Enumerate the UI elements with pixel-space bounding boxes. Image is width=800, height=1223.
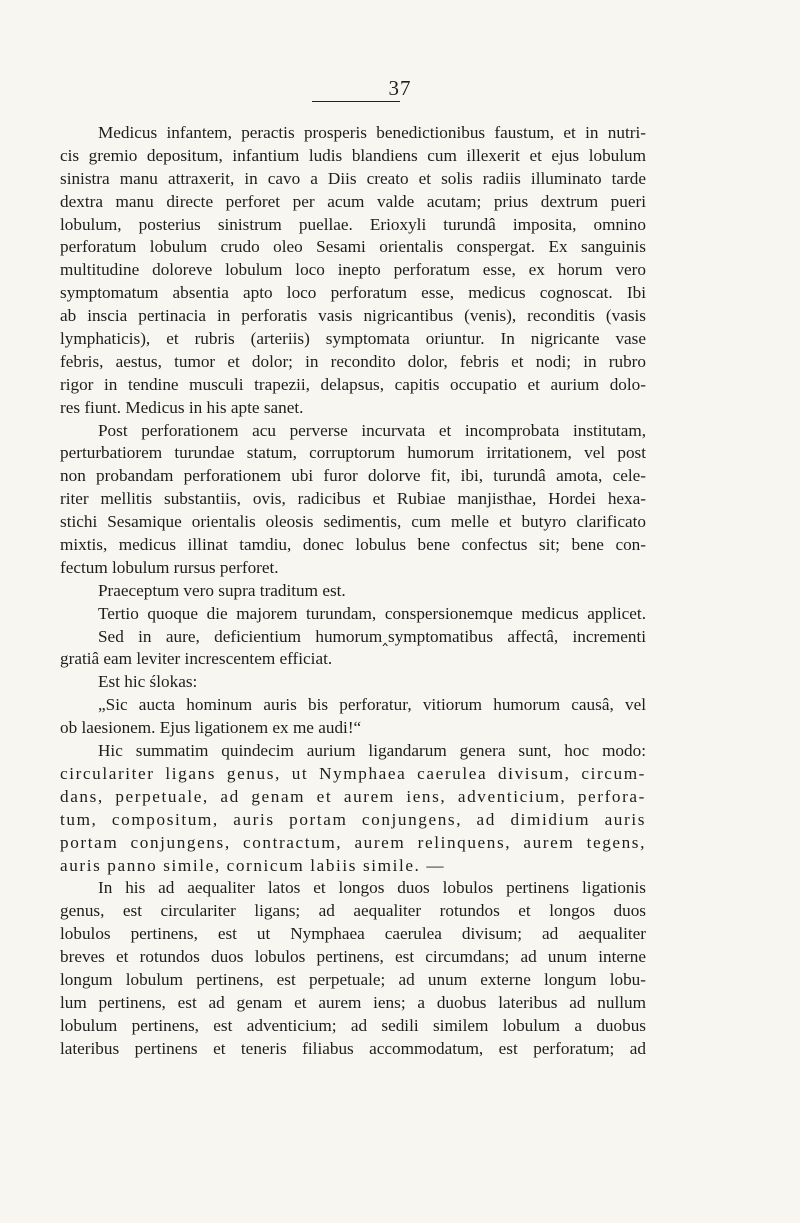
text-line: breves et rotundos duos lobulos pertinens, est circumdans; ad unum interne (60, 947, 646, 967)
text-line: tum, compositum, auris portam conjungens, ad dimidium auris (60, 809, 646, 829)
text-line: perforatum lobulum crudo oleo Sesami orientalis conspergat. Ex sanguinis (60, 237, 646, 257)
text-line: genus, est circulariter ligans; ad aequaliter rotundos et longos duos (60, 901, 646, 921)
text-line: ob laesionem. Ejus ligationem ex me audi!“ (60, 718, 362, 738)
text-line: dextra manu directe perforet per acum valde acutam; prius dextrum pueri (60, 191, 646, 211)
text-line: riter mellitis substantiis, ovis, radicibus et Rubiae manjisthae, Hordei hexa- (60, 489, 646, 509)
text-line: stichi Sesamique orientalis oleosis sedimentis, cum melle et butyro clarificato (60, 512, 646, 532)
text-line: Praeceptum vero supra traditum est. (98, 580, 346, 600)
text-line: Tertio quoque die majorem turundam, conspersionemque medicus applicet. (98, 603, 646, 623)
text-line: Hic summatim quindecim aurium ligandarum genera sunt, hoc modo: (98, 741, 646, 761)
text-line: sinistra manu attraxerit, in cavo a Diis creato et solis radiis illuminato tarde (60, 168, 646, 188)
text-line: mixtis, medicus illinat tamdiu, donec lobulus bene confectus sit; bene con- (60, 535, 646, 555)
text-line: portam conjungens, contractum, aurem relinquens, aurem tegens, (60, 832, 646, 852)
text-line: fectum lobulum rursus perforet. (60, 557, 279, 577)
text-line: lum pertinens, est ad genam et aurem iens; a duobus lateribus ad nullum (60, 992, 646, 1012)
text-line: lymphaticis), et rubris (arteriis) symptomata oriuntur. In nigricante vase (60, 329, 646, 349)
header-rule (312, 101, 400, 102)
text-line: multitudine doloreve lobulum loco inepto perforatum esse, ex horum vero (60, 260, 646, 280)
text-line: Post perforationem acu perverse incurvata et incomprobata institutam, (98, 420, 646, 440)
text-line: cis gremio depositum, infantium ludis blandiens cum illexerit et ejus lobulum (60, 145, 646, 165)
page-number: 37 (388, 76, 412, 100)
text-line: ab inscia pertinacia in perforatis vasis nigricantibus (venis), reconditis (vasis (60, 306, 646, 326)
text-line: circulariter ligans genus, ut Nymphaea caerulea divisum, circum- (60, 763, 646, 783)
text-line: Est hic ślokas: (98, 672, 198, 692)
text-line: „Sic aucta hominum auris bis perforatur, vitiorum humorum causâ, vel (98, 695, 646, 715)
text-line: rigor in tendine musculi trapezii, delapsus, capitis occupatio et aurium dolo- (60, 374, 646, 394)
text-line: gratiâ eam leviter increscentem efficiat. (60, 649, 333, 669)
text-line: febris, aestus, tumor et dolor; in recondito dolor, febris et nodi; in rubro (60, 351, 646, 371)
body-text (60, 122, 646, 1061)
text-line: lateribus pertinens et teneris filiabus accommodatum, est perforatum; ad (60, 1038, 646, 1058)
text-line: perturbatiorem turundae statum, corruptorum humorum irritationem, vel post (60, 443, 646, 463)
text-line: lobulum, posterius sinistrum puellae. Erioxyli turundâ imposita, omnino (60, 214, 646, 234)
text-line: auris panno simile, cornicum labiis simile. — (60, 855, 446, 875)
text-line: Sed in aure, deficientium humorum‸symptomatibus affectâ, incrementi (98, 626, 646, 646)
text-line: symptomatum absentia apto loco perforatum esse, medicus cognoscat. Ibi (60, 283, 646, 303)
text-line: Medicus infantem, peractis prosperis benedictionibus faustum, et in nutri- (98, 123, 646, 142)
text-line: res fiunt. Medicus in his apte sanet. (60, 397, 304, 417)
text-line: lobulum pertinens, est adventicium; ad sedili similem lobulum a duobus (60, 1015, 646, 1035)
text-line: non probandam perforationem ubi furor dolorve fit, ibi, turundâ amota, cele- (60, 466, 646, 486)
text-line: In his ad aequaliter latos et longos duos lobulos pertinens ligationis (98, 878, 646, 898)
text-line: dans, perpetuale, ad genam et aurem iens, adventicium, perfora- (60, 786, 646, 806)
text-line: longum lobulum pertinens, est perpetuale; ad unum externe longum lobu- (60, 969, 646, 989)
text-line: lobulos pertinens, est ut Nymphaea caerulea divisum; ad aequaliter (60, 924, 646, 944)
